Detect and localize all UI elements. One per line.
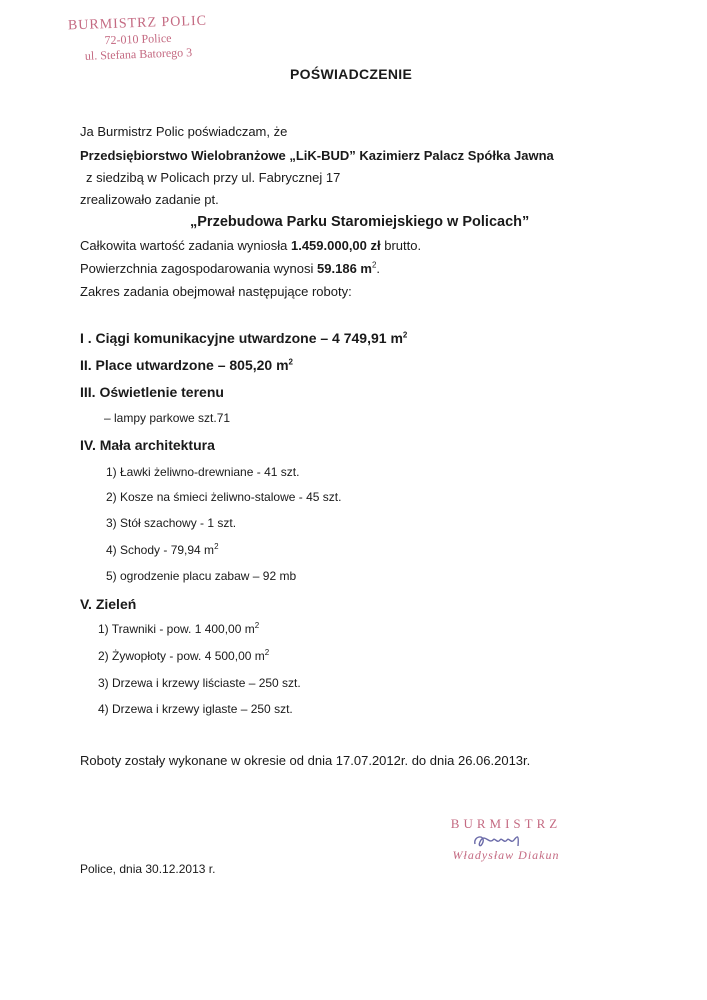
- scope-intro: Zakres zadania obejmował następujące roboty:: [80, 284, 352, 299]
- seal-title: BURMISTRZ: [450, 816, 562, 831]
- office-stamp: [67, 14, 209, 65]
- section-1-text: I . Ciągi komunikacyjne utwardzone – 4 749,91 m: [80, 330, 403, 346]
- section-5-item-1-text: 1) Trawniki - pow. 1 400,00 m: [98, 622, 255, 636]
- section-5-item-4: 4) Drzewa i krzewy iglaste – 250 szt.: [98, 702, 293, 716]
- section-4-item-5: 5) ogrodzenie placu zabaw – 92 mb: [106, 569, 297, 583]
- section-5-item-1-sup: 2: [254, 621, 260, 630]
- section-2: [80, 357, 293, 373]
- intro-line-1: Ja Burmistrz Polic poświadczam, że: [80, 124, 288, 139]
- area-sup: 2: [371, 260, 377, 270]
- place-date: Police, dnia 30.12.2013 r.: [80, 862, 216, 876]
- section-5-item-3: 3) Drzewa i krzewy liściaste – 250 szt.: [98, 676, 301, 690]
- section-2-sup: 2: [288, 357, 293, 367]
- section-2-text: II. Place utwardzone – 805,20 m: [80, 357, 289, 373]
- mayor-seal: [436, 816, 576, 863]
- section-5-item-2: [98, 649, 269, 663]
- stamp-line-2: 72-010 Police: [104, 30, 172, 48]
- project-title: „Przebudowa Parku Staromiejskiego w Policach”: [190, 214, 530, 230]
- intro-line-3: z siedzibą w Policach przy ul. Fabrycznej 17: [86, 170, 341, 185]
- section-5-item-2-text: 2) Żywopłoty - pow. 4 500,00 m: [98, 649, 265, 663]
- area-suffix: .: [376, 261, 381, 276]
- section-4-item-2: 2) Kosze na śmieci żeliwno-stalowe - 45 szt.: [106, 490, 342, 504]
- section-4-item-4-sup: 2: [214, 542, 219, 551]
- total-value: [80, 238, 421, 253]
- section-4-item-3: 3) Stół szachowy - 1 szt.: [106, 516, 237, 530]
- work-period: Roboty zostały wykonane w okresie od dnia 17.07.2012r. do dnia 26.06.2013r.: [80, 753, 531, 768]
- section-1: [80, 330, 407, 346]
- area: [80, 261, 380, 276]
- document-title: POŚWIADCZENIE: [290, 66, 413, 82]
- total-value-amount: 1.459.000,00 zł: [290, 238, 381, 253]
- stamp-line-3: ul. Stefana Batorego 3: [84, 45, 193, 63]
- area-prefix: Powierzchnia zagospodarowania wynosi: [80, 261, 318, 276]
- area-amount: 59.186 m: [317, 261, 372, 276]
- section-5: V. Zieleń: [80, 596, 137, 612]
- section-4-item-4-text: 4) Schody - 79,94 m: [106, 543, 215, 557]
- section-4-item-1: 1) Ławki żeliwno-drewniane - 41 szt.: [106, 465, 300, 479]
- intro-line-4: zrealizowało zadanie pt.: [80, 192, 219, 207]
- seal-name: Władysław Diakun: [452, 848, 560, 862]
- section-4-item-4: [106, 543, 219, 557]
- stamp-line-1: BURMISTRZ POLIC: [67, 13, 208, 34]
- section-1-sup: 2: [402, 330, 408, 340]
- section-5-item-2-sup: 2: [264, 648, 270, 657]
- section-3-item: – lampy parkowe szt.71: [104, 411, 231, 425]
- company-name: Przedsiębiorstwo Wielobranżowe „LiK-BUD” Kazimierz Palacz Spółka Jawna: [80, 148, 554, 163]
- section-4: IV. Mała architektura: [80, 437, 215, 453]
- total-value-prefix: Całkowita wartość zadania wyniosła: [80, 238, 291, 253]
- total-value-suffix: brutto.: [380, 238, 422, 253]
- section-5-item-1: [98, 622, 259, 636]
- section-3: III. Oświetlenie terenu: [80, 384, 224, 400]
